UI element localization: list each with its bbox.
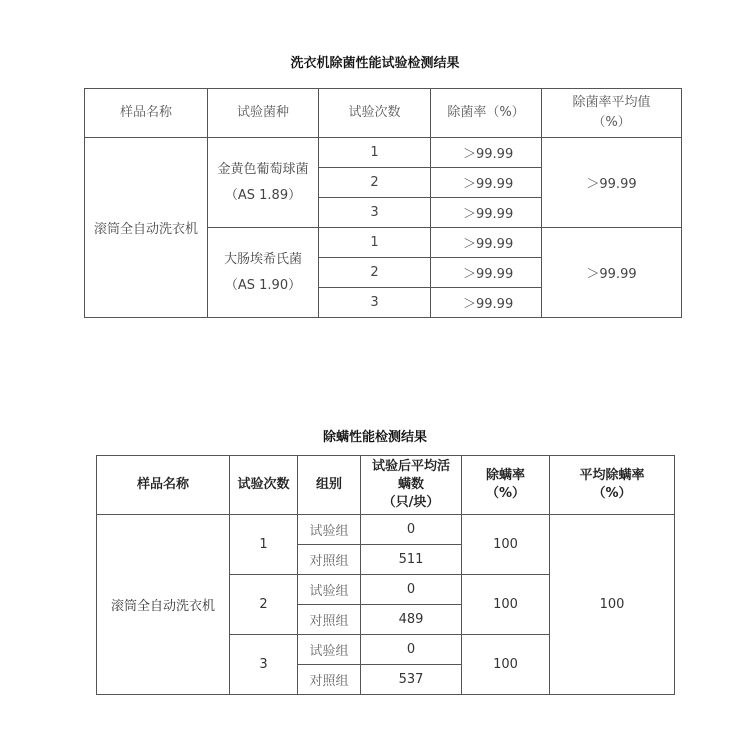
- test-number: 3: [319, 198, 431, 228]
- group-test-label: 试验组: [298, 515, 361, 545]
- header-removal-line2: （%）: [485, 486, 526, 501]
- header-removal-rate: 除菌率（%）: [431, 89, 542, 138]
- header-avg-rate-line1: 除菌率平均值: [572, 95, 651, 110]
- group-control-label: 对照组: [298, 665, 361, 695]
- removal-rate-value: ＞99.99: [431, 288, 542, 318]
- group-control-label: 对照组: [298, 605, 361, 635]
- live-mites-value: 489: [361, 605, 462, 635]
- avg-removal-rate-value: 100: [550, 515, 675, 695]
- sample-name-cell: 滚筒全自动洗衣机: [97, 515, 230, 695]
- table2-title: 除螨性能检测结果: [322, 430, 427, 445]
- header-mites-line2: 螨数: [397, 477, 424, 492]
- group-test-label: 试验组: [298, 575, 361, 605]
- table-header-row: [97, 456, 675, 515]
- removal-rate-value: ＞99.99: [431, 198, 542, 228]
- header-test-count: 试验次数: [230, 456, 298, 515]
- live-mites-value: 0: [361, 515, 462, 545]
- header-mites-line1: 试验后平均活: [371, 459, 450, 474]
- removal-rate-value: ＞99.99: [431, 228, 542, 258]
- table1-title: 洗衣机除菌性能试验检测结果: [290, 56, 460, 71]
- strain-cell: [208, 138, 319, 228]
- avg-rate-value: ＞99.99: [542, 228, 682, 318]
- header-avg-line1: 平均除螨率: [579, 468, 645, 483]
- live-mites-value: 0: [361, 575, 462, 605]
- table-row: [97, 515, 675, 545]
- table-row: [85, 138, 682, 168]
- live-mites-value: 0: [361, 635, 462, 665]
- test-number: 1: [319, 228, 431, 258]
- header-test-count: 试验次数: [319, 89, 431, 138]
- removal-rate-value: ＞99.99: [431, 168, 542, 198]
- header-mites-line3: （只/块）: [382, 495, 440, 510]
- sample-name-cell: 滚筒全自动洗衣机: [85, 138, 208, 318]
- header-avg-removal-rate: [550, 456, 675, 515]
- removal-rate-value: 100: [462, 575, 550, 635]
- strain-name: 大肠埃希氏菌: [223, 251, 302, 267]
- header-avg-live-mites: [361, 456, 462, 515]
- header-sample-name: 样品名称: [85, 89, 208, 138]
- table-header-row: [85, 89, 682, 138]
- removal-rate-value: 100: [462, 635, 550, 695]
- live-mites-value: 537: [361, 665, 462, 695]
- test-number: 1: [230, 515, 298, 575]
- test-number: 2: [319, 168, 431, 198]
- live-mites-value: 511: [361, 545, 462, 575]
- header-sample-name: 样品名称: [97, 456, 230, 515]
- removal-rate-value: ＞99.99: [431, 258, 542, 288]
- group-test-label: 试验组: [298, 635, 361, 665]
- avg-rate-value: ＞99.99: [542, 138, 682, 228]
- test-number: 3: [319, 288, 431, 318]
- strain-name: 金黄色葡萄球菌: [217, 161, 309, 177]
- header-strain: 试验菌种: [208, 89, 319, 138]
- sterilization-results-table: [84, 88, 682, 318]
- header-group: 组别: [298, 456, 361, 515]
- removal-rate-value: ＞99.99: [431, 138, 542, 168]
- group-control-label: 对照组: [298, 545, 361, 575]
- strain-code: （AS 1.90）: [224, 277, 302, 293]
- strain-cell: [208, 228, 319, 318]
- test-number: 2: [319, 258, 431, 288]
- removal-rate-value: 100: [462, 515, 550, 575]
- header-removal-rate: [462, 456, 550, 515]
- test-number: 3: [230, 635, 298, 695]
- test-number: 2: [230, 575, 298, 635]
- header-avg-line2: （%）: [592, 486, 632, 501]
- mite-removal-results-table: [96, 455, 675, 695]
- header-removal-line1: 除螨率: [485, 468, 525, 483]
- strain-code: （AS 1.89）: [224, 187, 302, 203]
- test-number: 1: [319, 138, 431, 168]
- header-avg-rate-line2: （%）: [592, 115, 631, 130]
- header-avg-rate: [542, 89, 682, 138]
